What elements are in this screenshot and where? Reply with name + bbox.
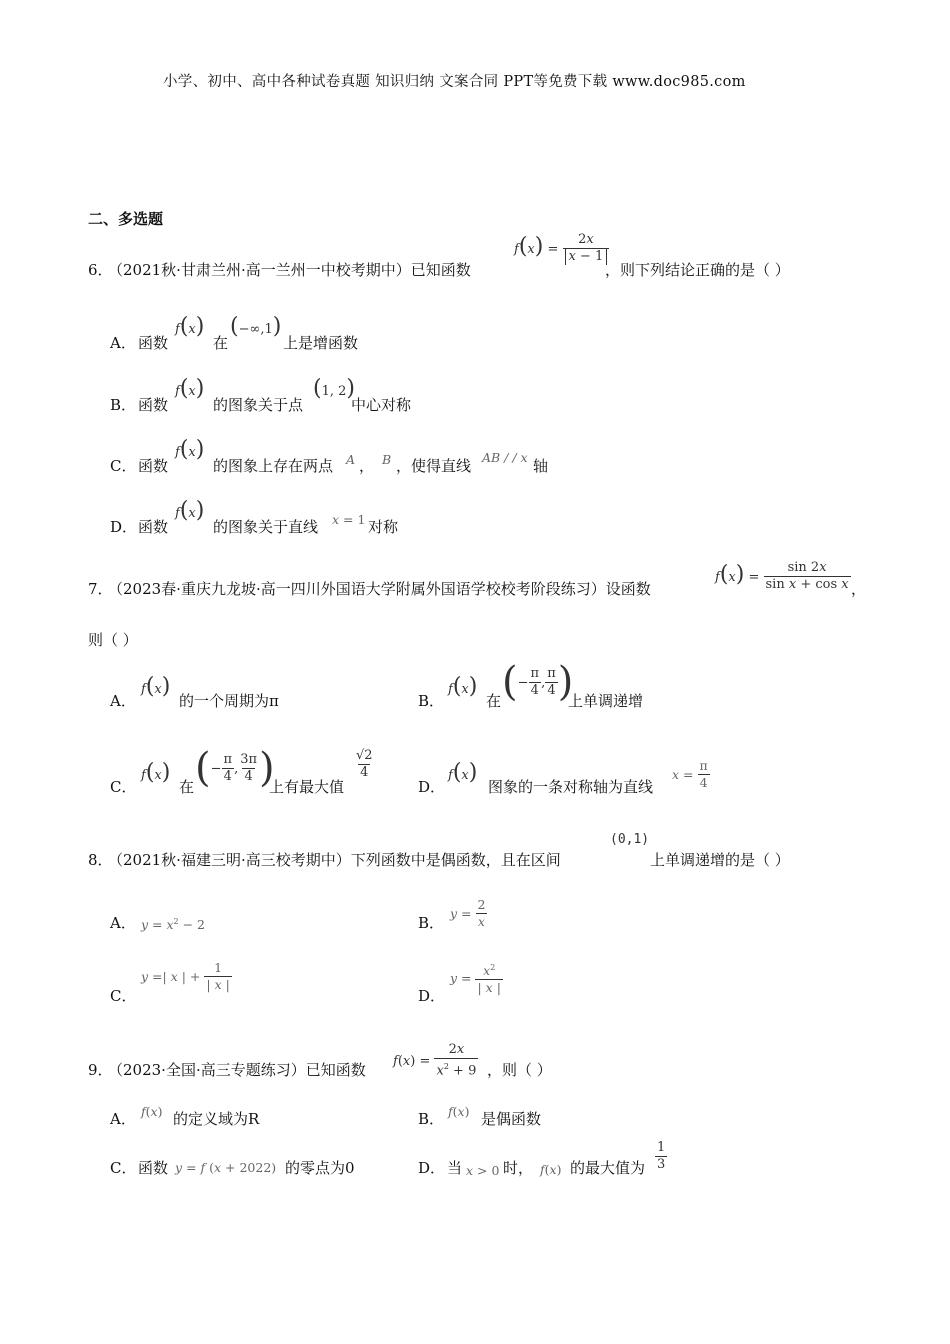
option-text: ，使得直线 <box>396 457 472 475</box>
option-label: A． <box>110 334 136 352</box>
math-formula: (0,1) <box>610 832 650 847</box>
math-formula: y =| x | + $\frac{1}{| x |}$ <box>141 960 230 992</box>
option-text: 图象的一条对称轴为直线 <box>488 778 654 796</box>
math-formula: f(x) <box>141 1104 163 1119</box>
question-number: 7． <box>88 580 113 598</box>
option-label: A． <box>110 914 136 932</box>
math-formula: f(x) <box>175 498 205 523</box>
option-text: 上有最大值 <box>269 778 345 796</box>
option-text: 函数 <box>138 334 169 352</box>
question-stem-tail: ，则（ ） <box>487 1061 552 1079</box>
math-formula: f(x) <box>175 314 205 339</box>
question-stem-tail: 上单调递增的是（ ） <box>650 851 790 869</box>
math-formula: $\frac{1}{3}$ <box>657 1140 666 1172</box>
option-text: 的图象上存在两点 <box>213 457 334 475</box>
option-label: B． <box>110 396 137 414</box>
math-formula: y = $\frac{x^2}{| x |}$ <box>450 963 501 996</box>
option-text: ， <box>359 457 375 475</box>
option-label: B． <box>418 692 445 710</box>
math-formula: f(x) <box>448 1104 470 1119</box>
math-formula: f(x) <box>448 760 478 785</box>
option-text: 是偶函数 <box>481 1110 542 1128</box>
math-formula: f(x) <box>175 437 205 462</box>
option-label: D． <box>418 987 446 1005</box>
question-stem: （2021秋·甘肃兰州·高一兰州一中校考期中）已知函数 <box>108 261 471 279</box>
math-formula: f(x) = $\frac{2x}{x^2 + 9}$ <box>393 1042 477 1079</box>
option-text: 的图象关于点 <box>213 396 304 414</box>
option-text: 时， <box>503 1159 534 1177</box>
section-title: 二、多选题 <box>88 210 164 228</box>
option-text: 函数 <box>138 396 169 414</box>
math-formula: f(x) <box>141 674 171 699</box>
page-header: 小学、初中、高中各种试卷真题 知识归纳 文案合同 PPT等免费下载 www.doc985.com <box>163 74 746 90</box>
math-formula: f(x) = $\frac{\sin 2x}{\text{sin x + cos x}}$ <box>715 560 849 592</box>
option-text: 轴 <box>533 457 549 475</box>
question-number: 8． <box>88 851 113 869</box>
math-formula: (− $\frac{\pi}{4}$ , $\frac{\pi}{4}$ ) <box>502 659 574 705</box>
option-label: C． <box>110 987 137 1005</box>
math-formula: x = $\frac{\pi}{4}$ <box>672 758 708 790</box>
option-label: D． <box>110 518 138 536</box>
option-text: 函数 <box>138 457 169 475</box>
option-text: 上是增函数 <box>283 334 359 352</box>
option-label: B． <box>418 1110 445 1128</box>
math-formula: $\frac{√2}{4}$ <box>356 748 373 780</box>
question-stem: （2021秋·福建三明·高三校考期中）下列函数中是偶函数，且在区间 <box>108 851 561 869</box>
math-formula: AB / / x <box>482 450 528 465</box>
math-formula: y = f (x + 2022) <box>175 1160 277 1175</box>
math-formula: f(x) <box>540 1162 562 1177</box>
math-formula: f(x) = $\frac{2x}{x - 1}$ <box>514 232 609 265</box>
question-number: 9． <box>88 1061 113 1079</box>
math-formula: (− $\frac{\pi}{4}$ , $\frac{3\pi}{4}$ ) <box>195 745 275 791</box>
option-text: 上单调递增 <box>568 692 644 710</box>
math-formula: y = $\frac{2}{x}$ <box>450 897 486 929</box>
math-formula: A <box>346 452 356 467</box>
option-label: C． <box>110 1159 137 1177</box>
option-label: B． <box>418 914 445 932</box>
option-text: 在 <box>179 778 195 796</box>
question-stem: （2023·全国·高三专题练习）已知函数 <box>108 1061 366 1079</box>
option-label: C． <box>110 778 137 796</box>
option-text: 的定义域为R <box>173 1110 260 1128</box>
option-text: 在 <box>486 692 502 710</box>
option-text: 中心对称 <box>351 396 412 414</box>
math-formula: f(x) <box>175 376 205 401</box>
question-number: 6． <box>88 261 113 279</box>
math-formula: (1, 2) <box>313 376 355 401</box>
math-formula: x > 0 <box>466 1163 500 1178</box>
option-text: 的图象关于直线 <box>213 518 319 536</box>
option-label: A． <box>110 1110 136 1128</box>
option-label: A． <box>110 692 136 710</box>
question-stem-tail: ， <box>851 580 867 598</box>
math-formula: f(x) <box>141 760 171 785</box>
math-formula: B <box>382 452 392 467</box>
option-text: 函数 <box>138 518 169 536</box>
math-formula: x = 1 <box>332 512 366 527</box>
option-text: 的一个周期为π <box>179 692 279 710</box>
option-text: 对称 <box>368 518 399 536</box>
option-text: 在 <box>213 334 229 352</box>
option-label: D． <box>418 1159 446 1177</box>
option-label: C． <box>110 457 137 475</box>
option-text: 当 <box>447 1159 463 1177</box>
question-stem-tail: ，则下列结论正确的是（ ） <box>605 261 790 279</box>
option-text: 的最大值为 <box>570 1159 646 1177</box>
option-text: 的零点为0 <box>285 1159 355 1177</box>
option-label: D． <box>418 778 446 796</box>
question-stem: （2023春·重庆九龙坡·高一四川外国语大学附属外国语学校校考阶段练习）设函数 <box>108 580 651 598</box>
math-formula: $y = x^2 - 2$ <box>141 917 206 933</box>
math-formula: (−∞,1) <box>230 314 282 339</box>
math-formula: f(x) <box>448 674 478 699</box>
option-text: 函数 <box>138 1159 169 1177</box>
question-stem-tail: 则（ ） <box>88 631 138 649</box>
